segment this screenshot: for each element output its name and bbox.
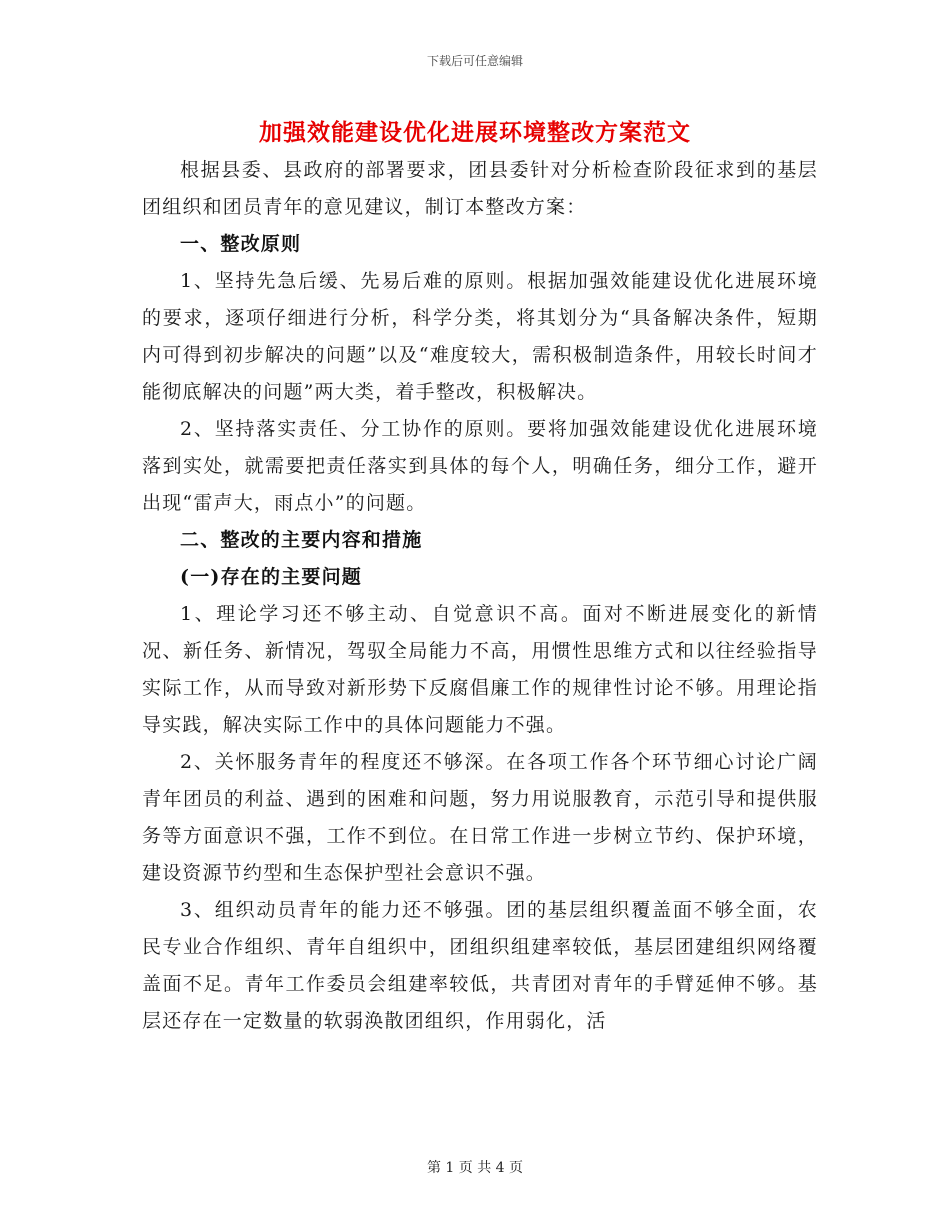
paragraph-problem-3: 3、组织动员青年的能力还不够强。团的基层组织覆盖面不够全面，农民专业合作组织、青年自组织中，团组织组建率较低，基层团建组织网络覆盖面不足。青年工作委员会组建率较低，共青团对青年的手臂延伸不够。基层还存在一定数量的软弱涣散团组织，作用弱化，活 (142, 899, 818, 1032)
page-header-note: 下载后可任意编辑 (426, 54, 523, 68)
page-number-footer: 第 1 页 共 4 页 (426, 1160, 524, 1176)
section-heading-principles: 一、整改原则 (180, 233, 302, 255)
paragraph-principle-2: 2、坚持落实责任、分工协作的原则。要将加强效能建设优化进展环境落到实处，就需要把责任落实到具体的每个人，明确任务，细分工作，避开出现“雷声大，雨点小”的问题。 (142, 418, 818, 514)
subsection-heading-problems: (一)存在的主要问题 (180, 566, 362, 588)
paragraph-principle-1: 1、坚持先急后缓、先易后难的原则。根据加强效能建设优化进展环境的要求，逐项仔细进行分析，科学分类，将其划分为“具备解决条件，短期内可得到初步解决的问题”以及“难度较大，需积极制造条件，用较长时间才能彻底解决的问题”两大类，着手整改，积极解决。 (142, 270, 818, 403)
document-body (142, 152, 818, 1040)
paragraph-problem-2: 2、关怀服务青年的程度还不够深。在各项工作各个环节细心讨论广阔青年团员的利益、遇到的困难和问题，努力用说服教育，示范引导和提供服务等方面意识不强，工作不到位。在日常工作进一步树立节约、保护环境，建设资源节约型和生态保护型社会意识不强。 (142, 751, 818, 884)
document-title: 加强效能建设优化进展环境整改方案范文 (259, 119, 691, 146)
intro-paragraph: 根据县委、县政府的部署要求，团县委针对分析检查阶段征求到的基层团组织和团员青年的意见建议，制订本整改方案： (142, 159, 818, 218)
paragraph-problem-1: 1、理论学习还不够主动、自觉意识不高。面对不断进展变化的新情况、新任务、新情况，驾驭全局能力不高，用惯性思维方式和以往经验指导实际工作，从而导致对新形势下反腐倡廉工作的规律性讨论不够。用理论指导实践，解决实际工作中的具体问题能力不强。 (142, 603, 818, 736)
section-heading-measures: 二、整改的主要内容和措施 (180, 529, 423, 551)
